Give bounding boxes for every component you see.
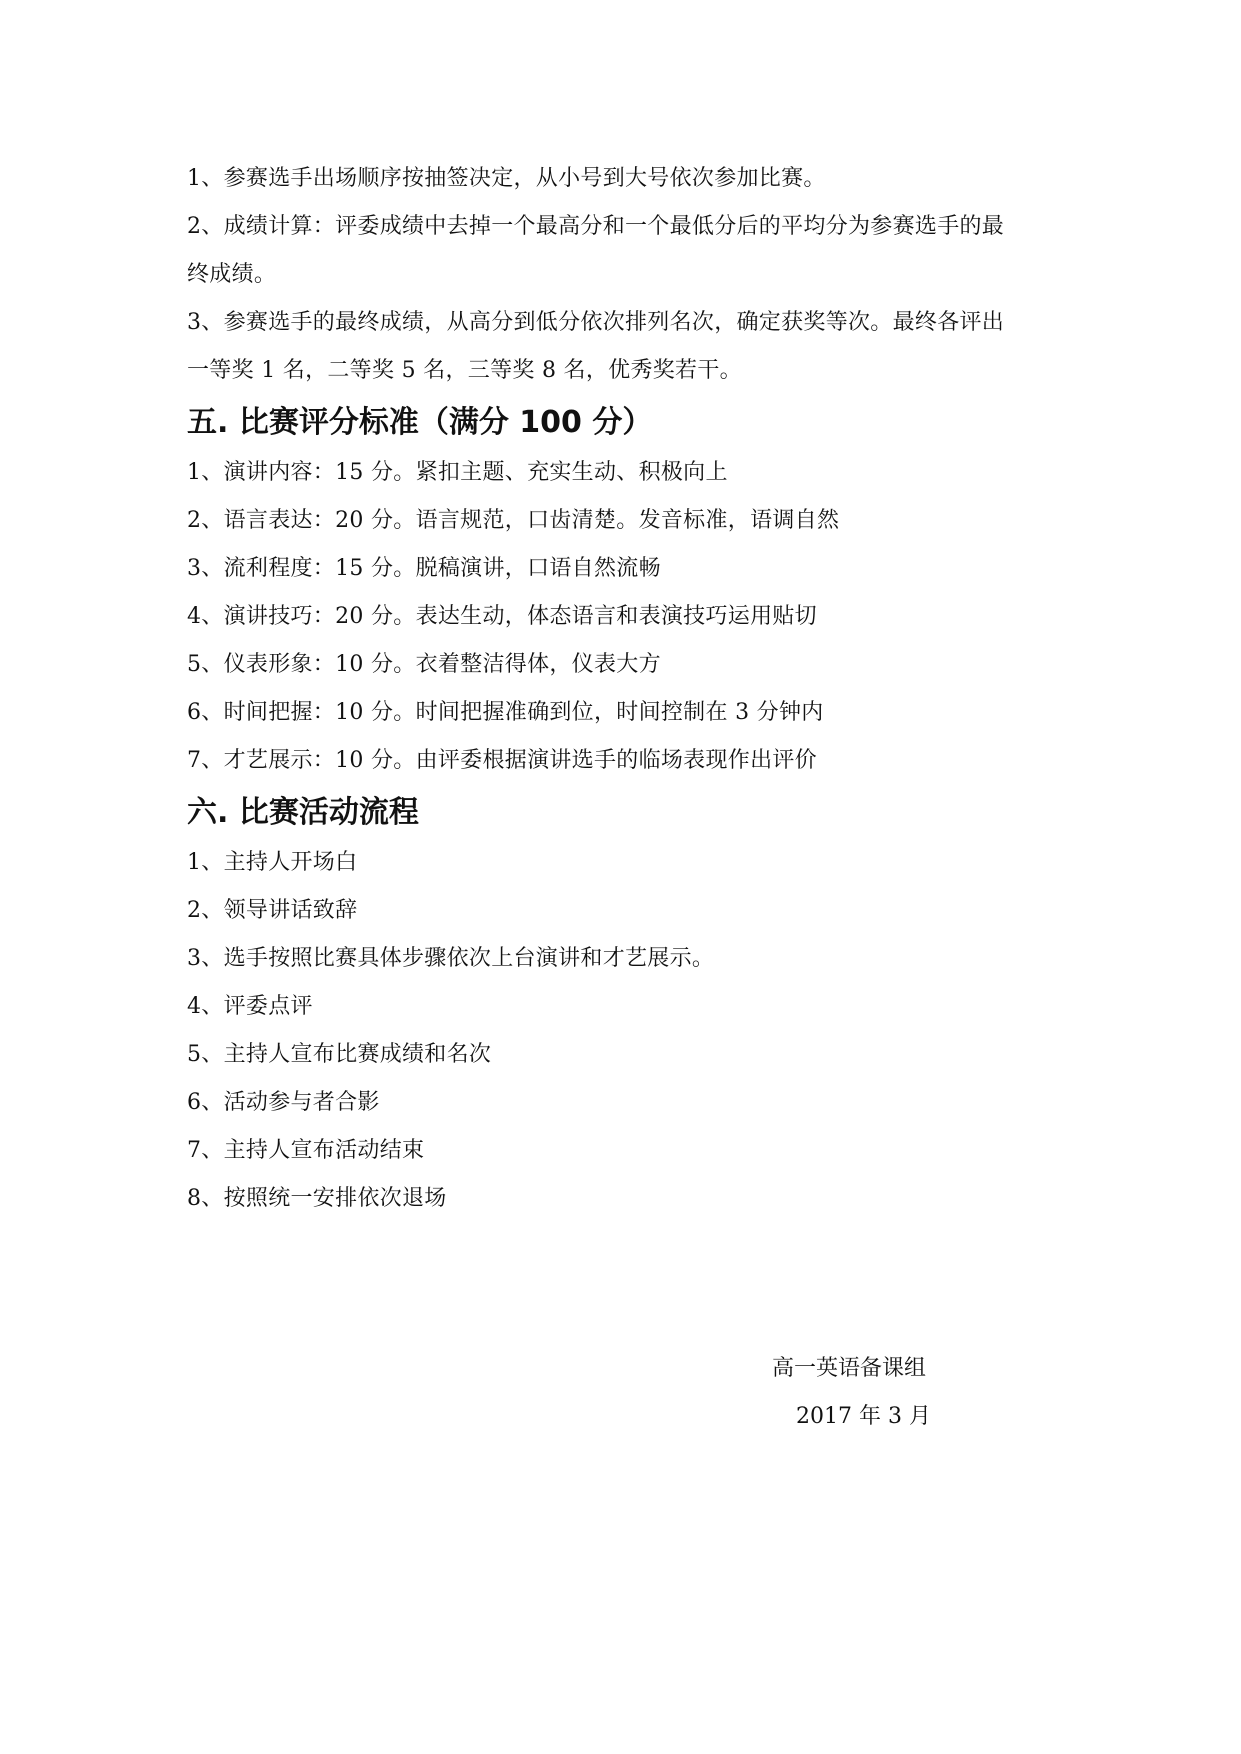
scoring-criteria-list — [187, 449, 1107, 785]
rule-item-line: 终成绩。 — [187, 262, 277, 287]
rule-item — [187, 203, 1107, 299]
process-item: 6、活动参与者合影 — [187, 1090, 380, 1115]
document-body — [187, 155, 1107, 1223]
process-item: 7、主持人宣布活动结束 — [187, 1138, 425, 1163]
signature-date: 2017 年 3 月 — [796, 1404, 931, 1429]
process-item: 1、主持人开场白 — [187, 850, 358, 875]
criteria-item: 3、流利程度：15 分。脱稿演讲，口语自然流畅 — [187, 556, 661, 581]
criteria-item: 7、才艺展示：10 分。由评委根据演讲选手的临场表现作出评价 — [187, 748, 817, 773]
rule-item-line: 3、参赛选手的最终成绩，从高分到低分依次排列名次，确定获奖等次。最终各评出 — [187, 310, 1005, 335]
rules-list — [187, 155, 1107, 395]
rule-item-line: 一等奖 1 名，二等奖 5 名，三等奖 8 名，优秀奖若干。 — [187, 358, 742, 383]
process-item: 5、主持人宣布比赛成绩和名次 — [187, 1042, 492, 1067]
rule-item: 1、参赛选手出场顺序按抽签决定，从小号到大号依次参加比赛。 — [187, 166, 826, 191]
criteria-item: 6、时间把握：10 分。时间把握准确到位，时间控制在 3 分钟内 — [187, 700, 824, 725]
process-item: 4、评委点评 — [187, 994, 313, 1019]
process-item: 3、选手按照比赛具体步骤依次上台演讲和才艺展示。 — [187, 946, 715, 971]
signature-organization: 高一英语备课组 — [772, 1356, 927, 1381]
criteria-item: 5、仪表形象：10 分。衣着整洁得体，仪表大方 — [187, 652, 661, 677]
activity-process-list — [187, 839, 1107, 1223]
criteria-item: 1、演讲内容：15 分。紧扣主题、充实生动、积极向上 — [187, 460, 728, 485]
process-item: 8、按照统一安排依次退场 — [187, 1186, 447, 1211]
rule-item — [187, 299, 1107, 395]
signature-block — [772, 1345, 972, 1441]
section-heading-scoring-criteria: 五. 比赛评分标准（满分 100 分） — [187, 405, 653, 440]
criteria-item: 4、演讲技巧：20 分。表达生动，体态语言和表演技巧运用贴切 — [187, 604, 817, 629]
criteria-item: 2、语言表达：20 分。语言规范，口齿清楚。发音标准，语调自然 — [187, 508, 840, 533]
process-item: 2、领导讲话致辞 — [187, 898, 358, 923]
section-heading-activity-process: 六. 比赛活动流程 — [187, 795, 419, 830]
rule-item-line: 2、成绩计算：评委成绩中去掉一个最高分和一个最低分后的平均分为参赛选手的最 — [187, 214, 1005, 239]
